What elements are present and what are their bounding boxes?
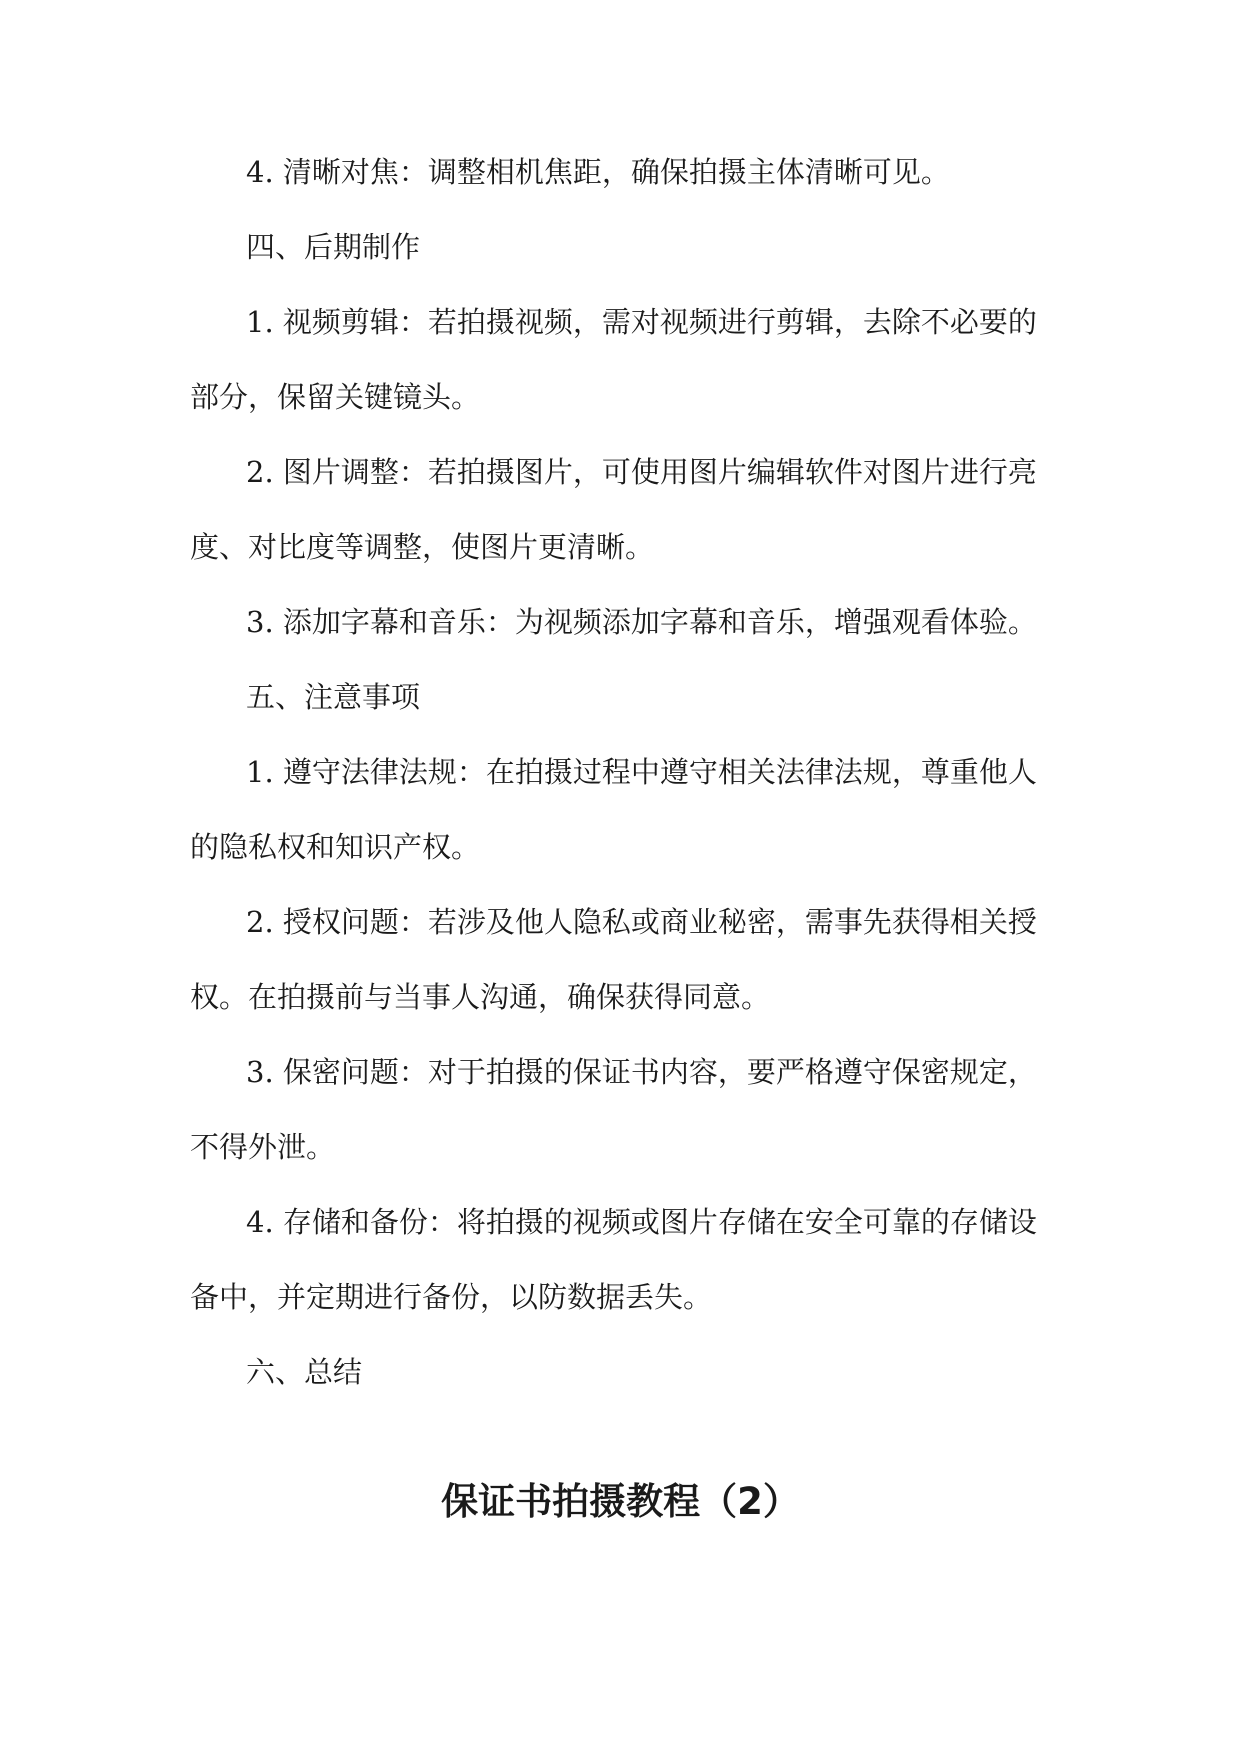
paragraph-line: 3. 保密问题：对于拍摄的保证书内容，要严格遵守保密规定， — [246, 1055, 1037, 1089]
section-heading: 六、总结 — [246, 1355, 363, 1389]
section-heading: 五、注意事项 — [246, 680, 421, 714]
next-document-title: 保证书拍摄教程（2） — [441, 1480, 800, 1523]
paragraph-line: 3. 添加字幕和音乐：为视频添加字幕和音乐，增强观看体验。 — [246, 605, 1037, 639]
section-heading: 四、后期制作 — [246, 230, 421, 264]
paragraph-line: 2. 授权问题：若涉及他人隐私或商业秘密，需事先获得相关授 — [246, 905, 1037, 939]
paragraph-line: 4. 存储和备份：将拍摄的视频或图片存储在安全可靠的存储设 — [246, 1205, 1037, 1239]
paragraph-line: 不得外泄。 — [190, 1130, 336, 1164]
paragraph-line: 1. 视频剪辑：若拍摄视频，需对视频进行剪辑，去除不必要的 — [246, 305, 1037, 339]
paragraph-line: 的隐私权和知识产权。 — [190, 830, 481, 864]
paragraph-line: 备中，并定期进行备份，以防数据丢失。 — [190, 1280, 713, 1314]
paragraph-line: 权。在拍摄前与当事人沟通，确保获得同意。 — [190, 980, 771, 1014]
paragraph-line: 部分，保留关键镜头。 — [190, 380, 481, 414]
paragraph-line: 度、对比度等调整，使图片更清晰。 — [190, 530, 655, 564]
paragraph-line: 1. 遵守法律法规：在拍摄过程中遵守相关法律法规，尊重他人 — [246, 755, 1037, 789]
paragraph-line: 2. 图片调整：若拍摄图片，可使用图片编辑软件对图片进行亮 — [246, 455, 1037, 489]
paragraph-line: 4. 清晰对焦：调整相机焦距，确保拍摄主体清晰可见。 — [246, 155, 950, 189]
